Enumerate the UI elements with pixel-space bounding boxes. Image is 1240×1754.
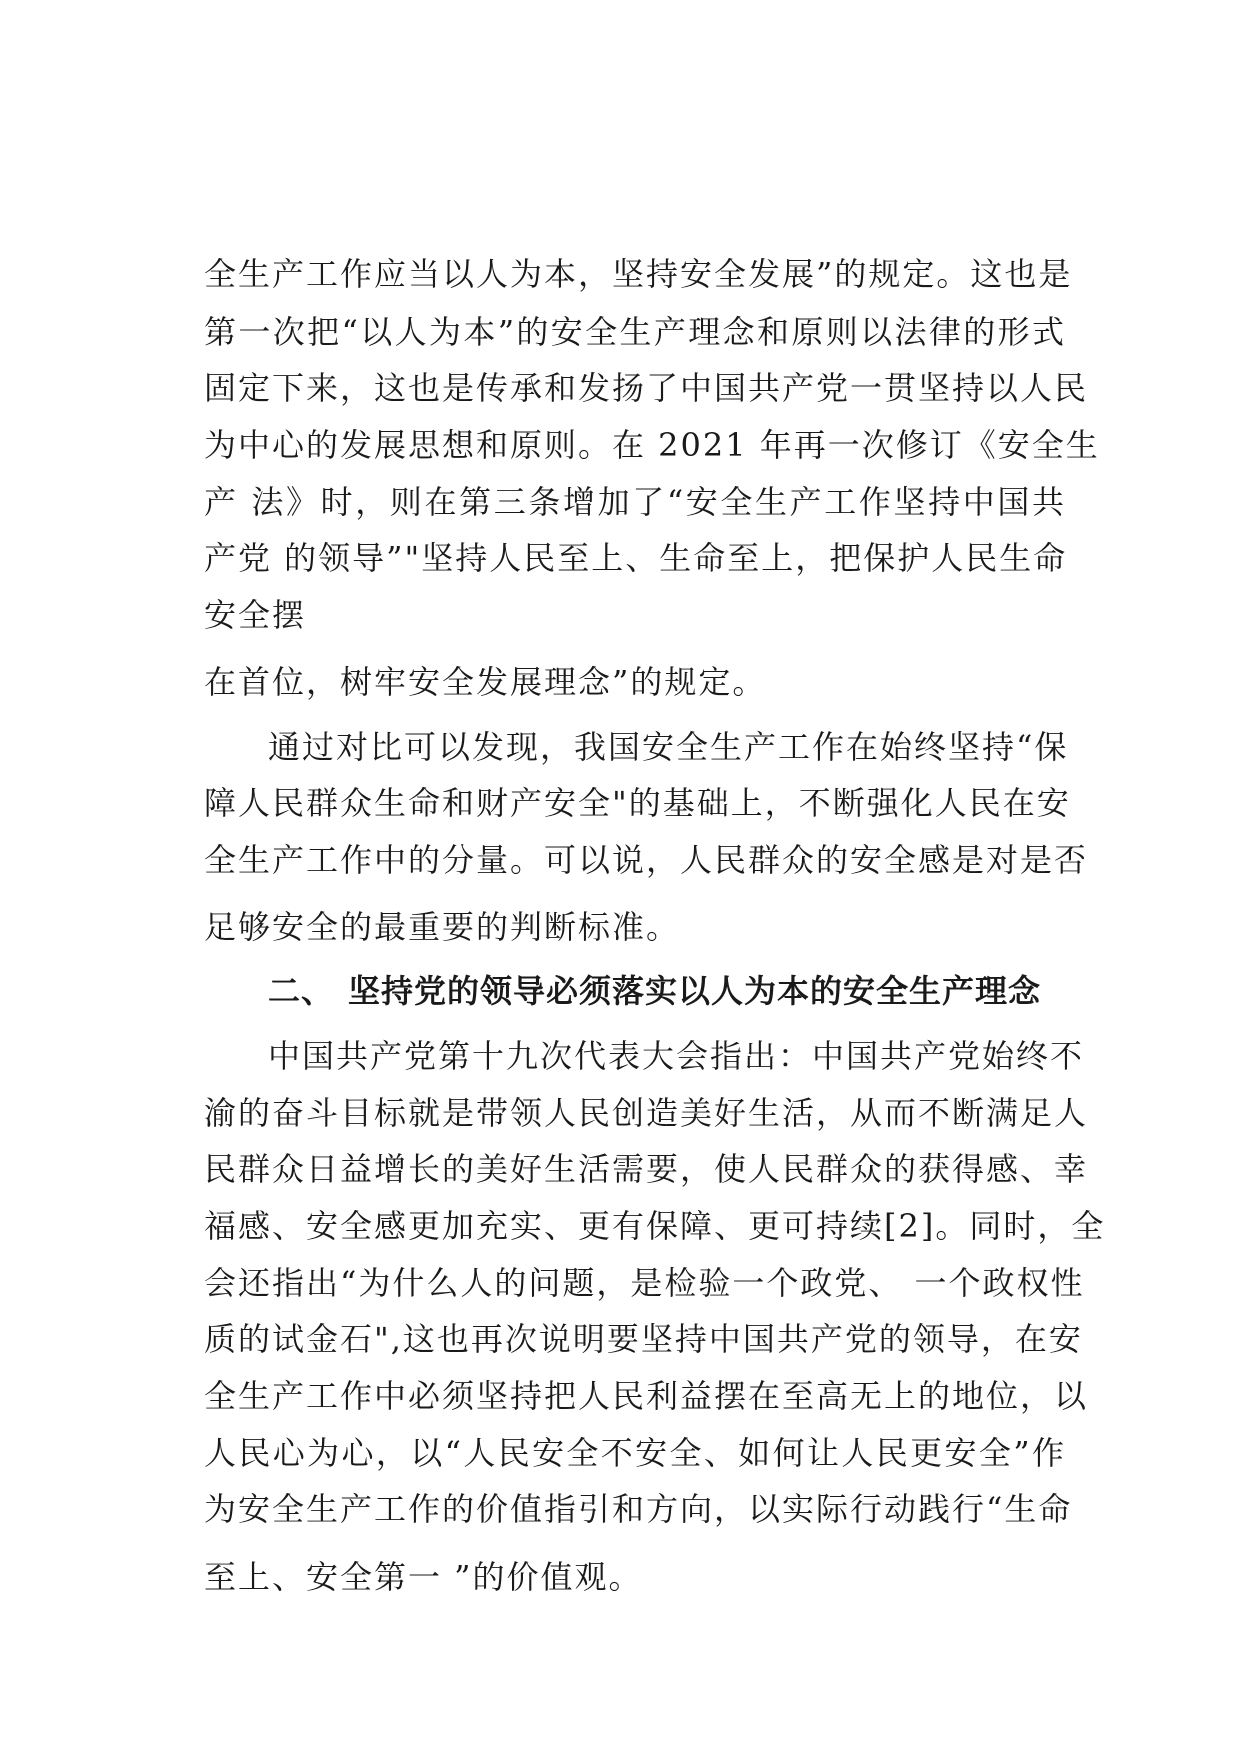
section-heading	[268, 969, 1066, 1013]
paragraph-line: 产党 的领导”"坚持人民至上、生命至上，把保护人民生命	[204, 539, 1068, 577]
paragraph-line: 全生产工作应当以人为本，坚持安全发展”的规定。这也是	[204, 255, 1073, 293]
paragraph-line: 全生产工作中的分量。可以说，人民群众的安全感是对是否	[204, 841, 1089, 879]
paragraph-line: 至上、安全第一 ”的价值观。	[204, 1558, 643, 1596]
paragraph-line: 人民心为心，以“人民安全不安全、如何让人民更安全”作	[204, 1434, 1066, 1472]
paragraph-line: 会还指出“为什么人的问题，是检验一个政党、 一个政权性	[204, 1264, 1085, 1302]
paragraph-line: 在首位，树牢安全发展理念”的规定。	[204, 663, 767, 701]
paragraph-line: 障人民群众生命和财产安全"的基础上，不断强化人民在安	[204, 784, 1071, 822]
paragraph-line: 为中心的发展思想和原则。在 2021 年再一次修订《安全生	[204, 426, 1100, 464]
paragraph-line: 通过对比可以发现，我国安全生产工作在始终坚持“保	[268, 728, 1069, 766]
section-number: 二、	[268, 972, 335, 1010]
paragraph-line: 质的试金石",这也再次说明要坚持中国共产党的领导，在安	[204, 1320, 1083, 1358]
paragraph-line: 中国共产党第十九次代表大会指出：中国共产党始终不	[268, 1037, 1085, 1075]
paragraph-line: 足够安全的最重要的判断标准。	[204, 908, 681, 946]
paragraph-line: 为安全生产工作的价值指引和方向，以实际行动践行“生命	[204, 1490, 1073, 1528]
paragraph-line: 渝的奋斗目标就是带领人民创造美好生活，从而不断满足人	[204, 1094, 1089, 1132]
paragraph-line: 全生产工作中必须坚持把人民利益摆在至高无上的地位，以	[204, 1377, 1089, 1415]
paragraph-line: 产 法》时，则在第三条增加了“安全生产工作坚持中国共	[204, 483, 1066, 521]
section-title: 坚持党的领导必须落实以人为本的安全生产理念	[348, 972, 1042, 1010]
paragraph-line: 第一次把“以人为本”的安全生产理念和原则以法律的形式	[204, 313, 1066, 351]
paragraph-line: 福感、安全感更加充实、更有保障、更可持续[2]。同时，全	[204, 1207, 1106, 1245]
paragraph-line: 安全摆	[204, 596, 307, 634]
paragraph-line: 民群众日益增长的美好生活需要，使人民群众的获得感、幸	[204, 1150, 1089, 1188]
paragraph-line: 固定下来，这也是传承和发扬了中国共产党一贯坚持以人民	[204, 369, 1089, 407]
